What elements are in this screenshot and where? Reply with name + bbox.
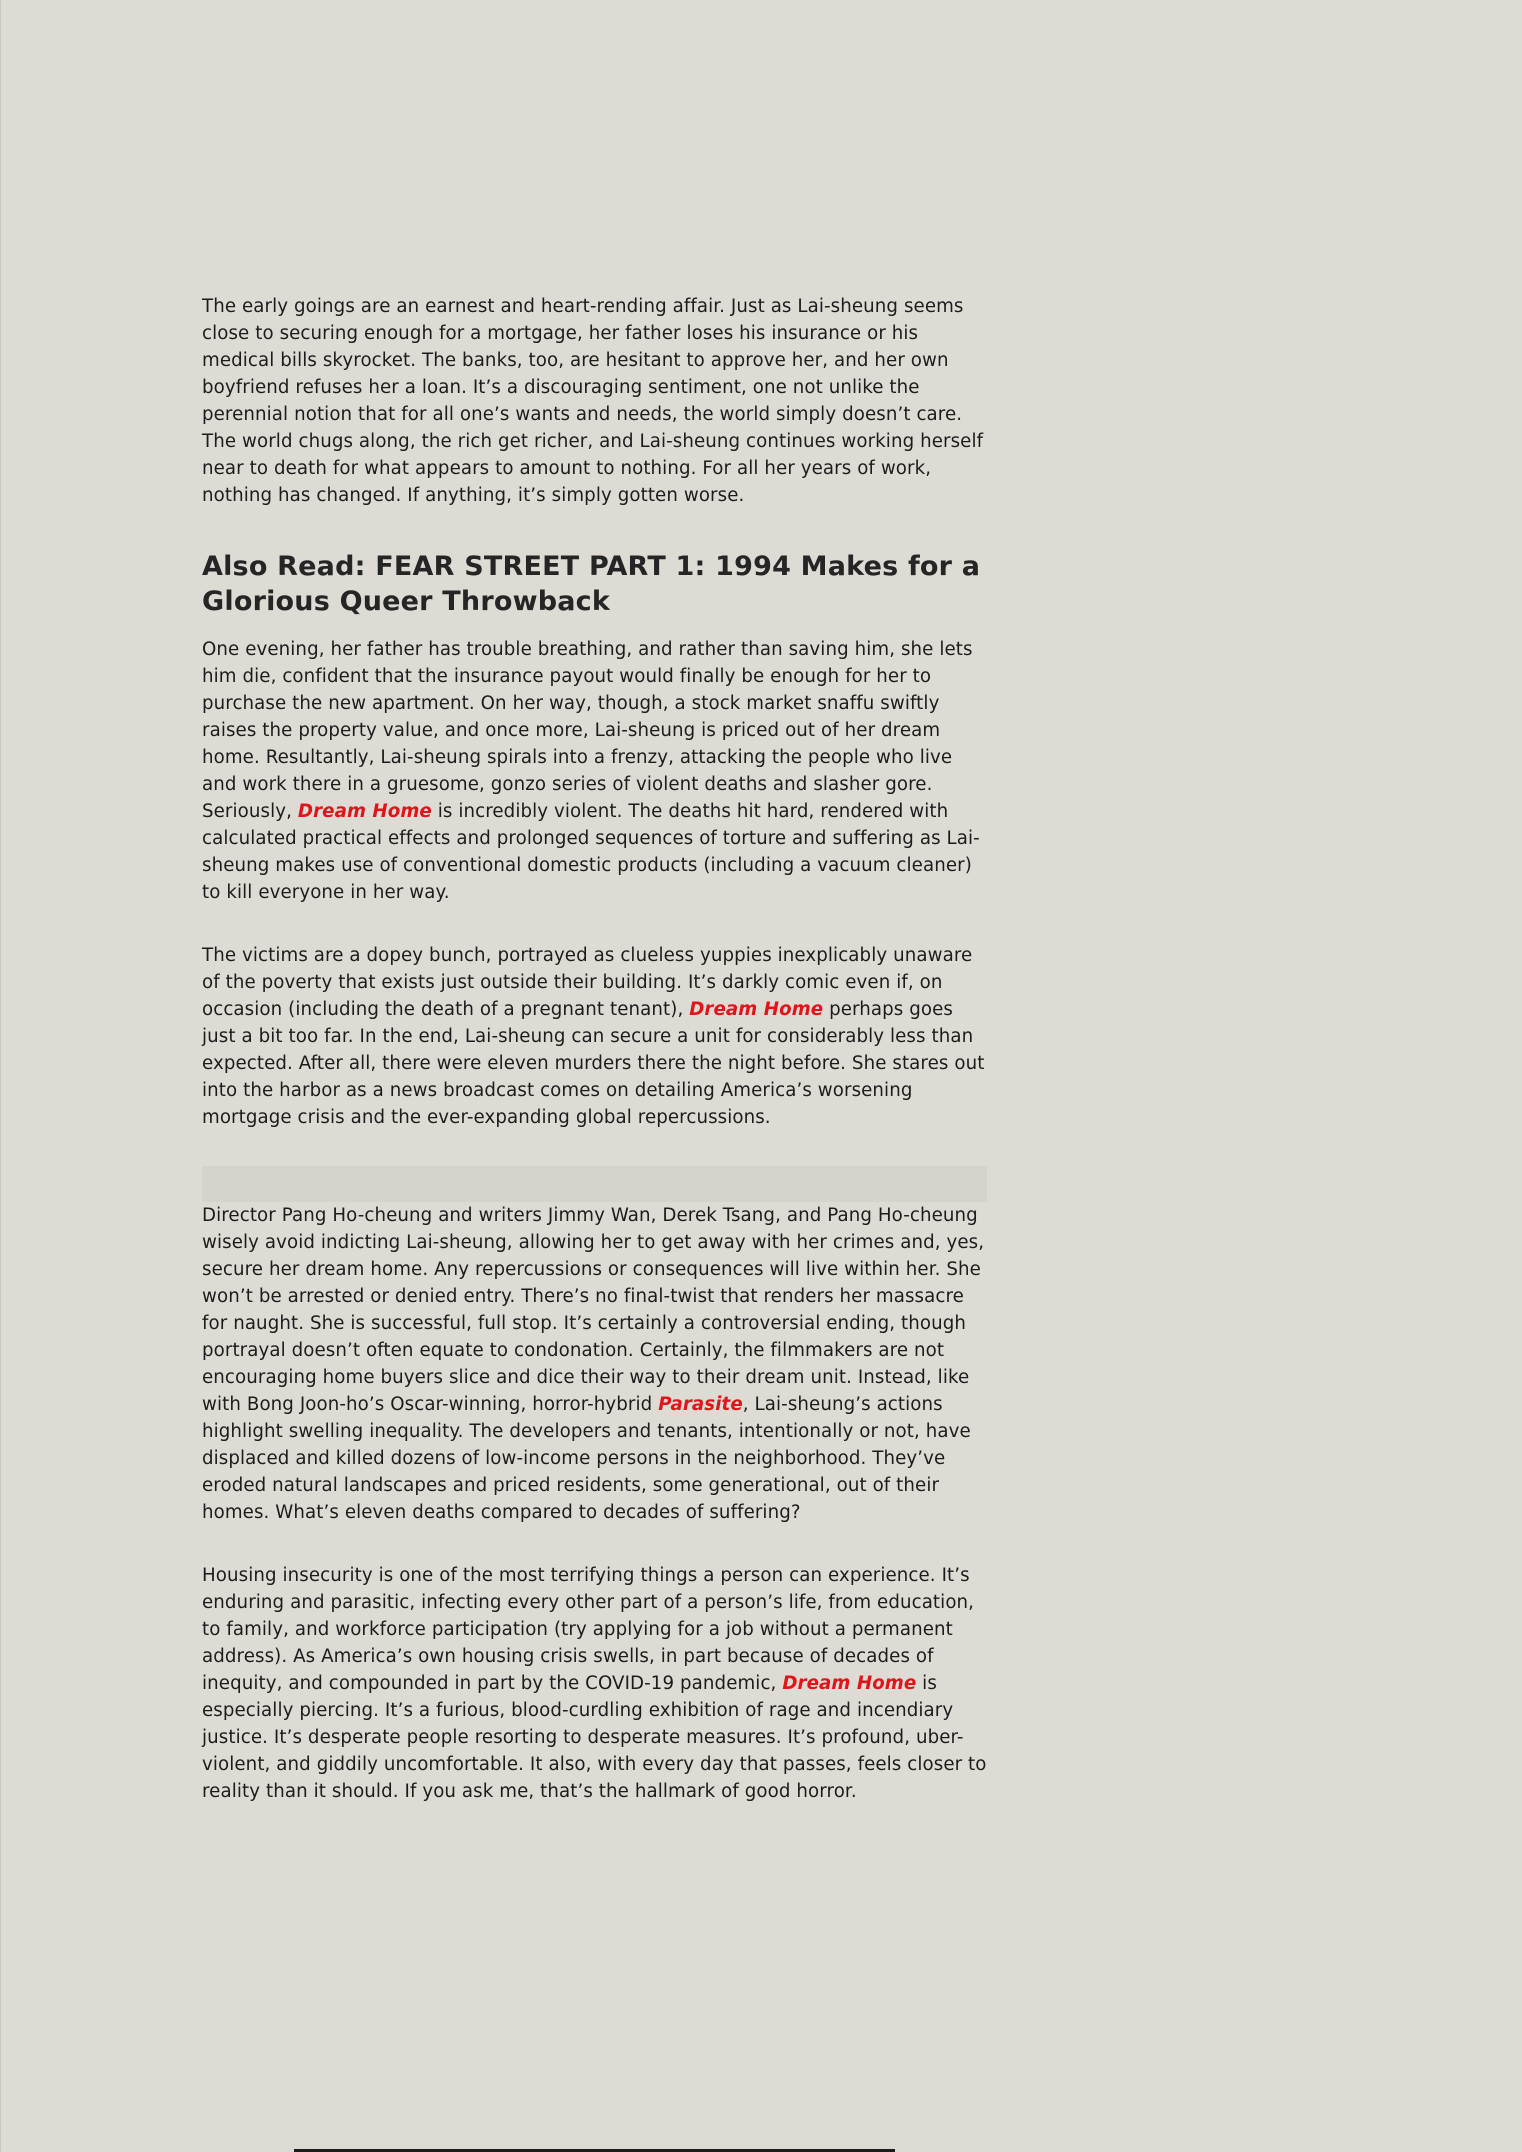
ad-placeholder	[202, 1166, 987, 1202]
also-read-link[interactable]: Also Read: FEAR STREET PART 1: 1994 Makes for a Glorious Queer Throwback	[202, 551, 981, 617]
paragraph-5-text-before: Housing insecurity is one of the most terrifying things a person can experience. It’s enduring and parasitic, infecting every other part of a person’s life, from education, to family, and workforce participation (try applying for a job without a permanent address). As America’s own housing crisis swells, in part because of decades of inequity, and compounded in part by the COVID-19 pandemic,	[202, 1565, 975, 1694]
article-body	[202, 293, 987, 1841]
paragraph-4	[202, 1202, 987, 1526]
dream-home-link[interactable]: Dream Home	[297, 801, 432, 822]
dream-home-link[interactable]: Dream Home	[689, 999, 824, 1020]
parasite-link[interactable]: Parasite	[658, 1394, 743, 1415]
also-read-heading	[202, 549, 987, 619]
paragraph-4-text-before: Director Pang Ho-cheung and writers Jimmy Wan, Derek Tsang, and Pang Ho-cheung wisely avoid indicting Lai-sheung, allowing her to get away with her crimes and, yes, secure her dream home. Any repercussions or consequences will live within her. She won’t be arrested or denied entry. There’s no final-twist that renders her massacre for naught. She is successful, full stop. It’s certainly a controversial ending, though portrayal doesn’t often equate to condonation. Certainly, the filmmakers are not encouraging home buyers slice and dice their way to their dream unit. Instead, like with Bong Joon-ho’s Oscar-winning, horror-hybrid	[202, 1205, 985, 1415]
paragraph-4-text-after: , Lai-sheung’s actions highlight swelling inequality. The developers and tenants, intentionally or not, have displaced and killed dozens of low-income persons in the neighborhood. They’ve eroded natural landscapes and priced residents, some generational, out of their homes. What’s eleven deaths compared to decades of suffering?	[202, 1394, 971, 1523]
dream-home-link[interactable]: Dream Home	[782, 1673, 917, 1694]
paragraph-3-text-before: The victims are a dopey bunch, portrayed as clueless yuppies inexplicably unaware of the poverty that exists just outside their building. It’s darkly comic even if, on occasion (including the death of a pregnant tenant),	[202, 945, 973, 1020]
paragraph-2-text-before: One evening, her father has trouble breathing, and rather than saving him, she lets him die, confident that the insurance payout would finally be enough for her to purchase the new apartment. On her way, though, a stock market snaffu swiftly raises the property value, and once more, Lai-sheung is priced out of her dream home. Resultantly, Lai-sheung spirals into a frenzy, attacking the people who live and work there in a gruesome, gonzo series of violent deaths and slasher gore. Seriously,	[202, 639, 973, 822]
paragraph-5	[202, 1562, 987, 1805]
paragraph-1: The early goings are an earnest and heart-rending affair. Just as Lai-sheung seems close to securing enough for a mortgage, her father loses his insurance or his medical bills skyrocket. The banks, too, are hesitant to approve her, and her own boyfriend refuses her a loan. It’s a discouraging sentiment, one not unlike the perennial notion that for all one’s wants and needs, the world simply doesn’t care. The world chugs along, the rich get richer, and Lai-sheung continues working herself near to death for what appears to amount to nothing. For all her years of work, nothing has changed. If anything, it’s simply gotten worse.	[202, 296, 984, 506]
paragraph-3-text-after: perhaps goes just a bit too far. In the end, Lai-sheung can secure a unit for considerably less than expected. After all, there were eleven murders there the night before. She stares out into the harbor as a news broadcast comes on detailing America’s worsening mortgage crisis and the ever-expanding global repercussions.	[202, 999, 985, 1128]
paragraph-3	[202, 942, 987, 1131]
paragraph-2-text-after: is incredibly violent. The deaths hit hard, rendered with calculated practical effects and prolonged sequences of torture and suffering as Lai-sheung makes use of conventional domestic products (including a vacuum cleaner) to kill everyone in her way.	[202, 801, 980, 903]
paragraph-2	[202, 636, 987, 906]
page-edge	[0, 0, 1, 2152]
paragraph-5-text-after: is especially piercing. It’s a furious, blood-curdling exhibition of rage and incendiary justice. It’s desperate people resorting to desperate measures. It’s profound, uber-violent, and giddily uncomfortable. It also, with every day that passes, feels closer to reality than it should. If you ask me, that’s the hallmark of good horror.	[202, 1673, 987, 1802]
